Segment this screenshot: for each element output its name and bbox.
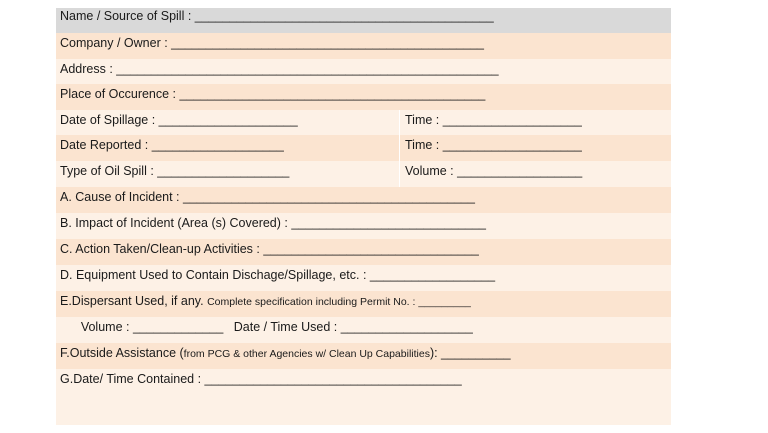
company-owner-row: [56, 33, 671, 59]
place-of-occurence-row: [56, 84, 671, 110]
column-divider: [399, 110, 400, 135]
dispersant-used-field[interactable]: [60, 295, 471, 308]
dispersant-used-row: [56, 291, 671, 317]
type-of-oil-row: [56, 161, 671, 187]
outside-assistance-field[interactable]: [60, 347, 511, 360]
volume-field[interactable]: Volume : __________________: [405, 164, 583, 178]
address-row: [56, 59, 671, 84]
dispersant-volume-row: [56, 317, 671, 343]
name-source-field[interactable]: Name / Source of Spill : ___________________________________________: [60, 9, 494, 23]
place-of-occurence-field[interactable]: Place of Occurence : ____________________________________________: [60, 87, 486, 101]
cause-of-incident-row: [56, 187, 671, 213]
address-field[interactable]: Address : _______________________________________________________: [60, 62, 499, 76]
date-time-contained-field[interactable]: G.Date/ Time Contained : _____________________________________: [60, 372, 462, 386]
oil-spill-report-form: [56, 8, 671, 425]
impact-of-incident-row: [56, 213, 671, 239]
name-source-row: [56, 8, 671, 33]
date-reported-field[interactable]: Date Reported : ___________________: [60, 138, 284, 152]
outside-assistance-note: from PCG & other Agencies w/ Clean Up Capabilities: [183, 348, 430, 360]
column-divider: [399, 161, 400, 187]
date-of-spillage-field[interactable]: Date of Spillage : ____________________: [60, 113, 298, 127]
outside-assistance-row: [56, 343, 671, 369]
dispersant-volume-time-field[interactable]: Volume : _____________ Date / Time Used : ___________________: [60, 320, 473, 334]
cause-of-incident-field[interactable]: A. Cause of Incident : __________________________________________: [60, 190, 475, 204]
company-owner-field[interactable]: Company / Owner : _____________________________________________: [60, 36, 484, 50]
outside-assistance-blank: ): __________: [429, 346, 511, 360]
type-of-oil-field[interactable]: Type of Oil Spill : ___________________: [60, 164, 290, 178]
spillage-time-field[interactable]: Time : ____________________: [405, 113, 582, 127]
action-taken-field[interactable]: C. Action Taken/Clean-up Activities : _______________________________: [60, 242, 479, 256]
action-taken-row: [56, 239, 671, 265]
date-reported-row: [56, 135, 671, 161]
dispersant-spec-note: Complete specification including Permit No. : _________: [207, 296, 471, 308]
column-divider: [399, 135, 400, 161]
impact-of-incident-field[interactable]: B. Impact of Incident (Area (s) Covered) : ____________________________: [60, 216, 486, 230]
equipment-used-field[interactable]: D. Equipment Used to Contain Dischage/Spillage, etc. : __________________: [60, 268, 496, 282]
equipment-used-row: [56, 265, 671, 291]
date-of-spillage-row: [56, 110, 671, 135]
dispersant-label: E.Dispersant Used, if any.: [60, 294, 208, 308]
reported-time-field[interactable]: Time : ____________________: [405, 138, 582, 152]
outside-assistance-label: F.Outside Assistance (: [60, 346, 184, 360]
date-time-contained-row: [56, 369, 671, 425]
